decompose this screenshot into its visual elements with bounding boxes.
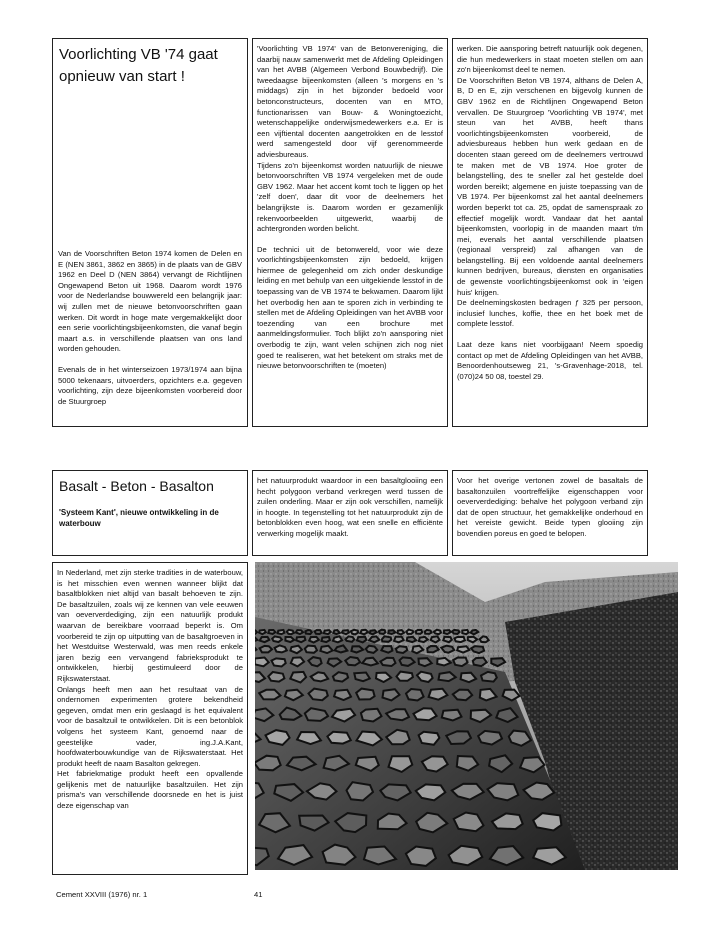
basalton-block: [419, 637, 428, 642]
basalton-block: [305, 708, 328, 721]
basalton-block: [398, 630, 405, 634]
column-paragraph: Voor het overige vertonen zowel de basaltals de basaltonzuilen voortreffelijke eigenschappen voor oeververdediging: behalve het polygoon verband zijn dat de open structuur, het gemakkelijke onderhoud en het vereiste gewicht. Beide typen glooiing zijn bovendien poreus en goed te belopen.: [457, 476, 643, 538]
basalton-block: [406, 689, 424, 701]
basalton-block: [354, 673, 370, 682]
article-title-line-1: Voorlichting VB '74 gaat: [59, 46, 218, 63]
basalton-block: [379, 630, 386, 634]
article-title-box: [52, 38, 248, 427]
basalton-block: [431, 636, 440, 642]
basalton-block: [333, 672, 348, 681]
intro-paragraph: Evenals de in het winterseizoen 1973/1974 aan bijna 5000 tekenaars, uitvoerders, opzichters e.a. gegeven voorlichting, zijn deze bijeenkomsten voorbereid door de Stuurgroep: [58, 364, 242, 406]
column-paragraph: het natuurprodukt waardoor in een basaltglooiing een hecht polygoon verband verkregen werd tussen de zuilen onderling. Maar er zijn ook verschillen, namelijk in hoogte. In tegenstelling tot het natuurprodukt zijn de betonblokken even hoog, wat een snelle en efficiënte verwerking mogelijk maakt.: [257, 476, 443, 538]
basalton-block: [309, 637, 319, 643]
basalton-block: [324, 630, 331, 634]
basalton-block: [406, 630, 413, 634]
basalt-title-box: [52, 470, 248, 556]
basalton-block: [442, 710, 462, 721]
basalton-block: [388, 630, 395, 634]
basalton-block: [285, 637, 294, 642]
basalton-block: [309, 689, 328, 701]
column-paragraph: werken. Die aansporing betreft natuurlijk ook degenen, die hun medewerkers in staat moeten stellen om aan zo'n bijeenkomst deel te nemen.: [457, 44, 643, 75]
basalton-block: [287, 630, 294, 634]
basalton-block: [481, 672, 497, 682]
column-paragraph: De Voorschriften Beton VB 1974, althans de Delen A, B, D en E, zijn verschenen en bijgevolg kunnen de GBV 1962 en de Richtlijnen Ongewapend Beton vervallen. De Stuurgroep 'Voorlichting VB 1974', met steun van het AVBB, heeft thans voorlichtingsbijeenkomsten voorbereid, de adviesbureaus hebben hun werk gedaan en de docenten staan gereed om de deelnemers vertrouwd te maken met de VB 1974. Hoe groter de belangstelling, des te sneller zal het gestelde doel worden bereikt; algemene en juiste toepassing van de VB 1974. Per bijeenkomst zal het aantal deelnemers worden beperkt tot ca. 25, opdat de samenspraak zo effectief mogelijk wordt. Vandaar dat het aantal bijeenkomsten, voorlopig in de maanden maart t/m mei, evenals het aantal verschillende plaatsen (regionaal verspreid) zal afhangen van de belangstelling. Bij een voldoende aantal deelnemers kunnen bedrijven, bureaus, diensten en organisaties de gewenste voorlichtingsbijeenkomst ook in 'eigen huis' krijgen.: [457, 75, 643, 297]
article-title: [59, 44, 218, 88]
basalton-block: [342, 630, 349, 634]
basalton-photo-graphic: [255, 562, 678, 870]
basalton-block: [305, 630, 311, 634]
basalton-block: [381, 646, 392, 653]
basalton-block: [471, 646, 484, 653]
basalton-block: [453, 658, 467, 667]
basalton-block: [441, 646, 454, 653]
article-title-line-2: opnieuw van start !: [59, 68, 185, 85]
basalt-subtitle: 'Systeem Kant', nieuwe ontwikkeling in de waterbouw: [59, 508, 219, 528]
basalton-block: [268, 672, 284, 682]
basalton-block: [333, 636, 342, 642]
basalton-block: [419, 732, 440, 745]
basalton-block: [444, 630, 451, 634]
basalton-block: [454, 637, 465, 642]
article-intro: [58, 249, 242, 407]
basalton-block: [360, 630, 368, 635]
intro-paragraph: Van de Voorschriften Beton 1974 komen de Delen en E (NEN 3861, 3862 en 3865) in de plaats van de GBV 1962 en Deel D (NEN 3864) vervangt de Richtlijnen Ongewapend Beton uit 1968. Daarom wordt 1976 voor de Nederlandse bouwwereld een belangrijk jaar: wij zullen met de nieuwe betonvoorschriften gaan werken. Dit wordt in hoge mate vergemakkelijkt door een serie voorlichtingsbijeenkomsten, die vanaf begin maart a.s. in verschillende plaatsen van ons land worden gehouden.: [58, 249, 242, 354]
page-number: 41: [254, 890, 263, 899]
basalton-block: [333, 630, 340, 634]
basalton-block: [346, 636, 355, 641]
basalton-block: [452, 630, 459, 634]
basalton-block: [260, 646, 272, 653]
column-paragraph: In Nederland, met zijn sterke tradities in de waterbouw, is het misschien even wennen wanneer blijkt dat basaltblokken niet altijd van basalt behoeven te zijn. De basaltzuilen, zoals wij ze kennen van vele eeuwen van oeververdediging, zijn een natuurlijk produkt waarvan de bereikbare voorraad beperkt is. Om voorbereid te zijn op uitputting van de basaltgroeven in het Westduitse Westerwald, was men reeds enkele jaren bezig een vervangend fabrieksprodukt te ontwikkelen, hierbij gestimuleerd door de Rijkswaterstaat.: [57, 568, 243, 683]
basalton-block: [296, 637, 305, 643]
basalton-block: [369, 636, 379, 642]
basalton-block: [434, 630, 441, 635]
column-paragraph: Onlangs heeft men aan het resultaat van de ondernomen experimenten grotere bekendheid gegeven, omdat men erin geslaagd is het equivalent voor de basaltzuil te ontwikkelen. Dit is een betonblok volgens het systeem Kant, genoemd naar de geestelijke vader, ing.J.A.Kant, hoofdwaterbouwkundige van de Rijkswaterstaat. Het produkt heeft de naam Basalton gekregen.: [57, 684, 243, 768]
column-paragraph: Laat deze kans niet voorbijgaan! Neem spoedig contact op met de Afdeling Opleidingen van het AVBB, Benoordenhoutseweg 21, 's-Gravenhage-2018, tel. (070)24 50 08, toestel 29.: [457, 340, 643, 381]
basalton-block: [457, 646, 469, 652]
article-column-2: [252, 38, 448, 427]
basalton-block: [462, 630, 468, 634]
basalton-block: [290, 646, 302, 654]
basalton-block: [468, 637, 478, 643]
basalton-block: [255, 658, 269, 667]
basalton-block: [396, 646, 407, 653]
basalton-block: [305, 646, 317, 653]
basalton-block: [443, 637, 452, 642]
basalton-block: [259, 690, 280, 700]
basalton-embankment-photo: [255, 562, 678, 870]
basalt-column-1: [52, 562, 248, 875]
column-paragraph: De deelnemingskosten bedragen ƒ 325 per persoon, inclusief lunches, koffie, thee en het boek met de complete lesstof.: [457, 298, 643, 329]
basalton-block: [416, 630, 422, 634]
basalton-block: [394, 637, 404, 643]
journal-reference: Cement XXVIII (1976) nr. 1: [56, 890, 148, 899]
basalton-block: [296, 630, 303, 634]
basalton-block: [427, 646, 439, 652]
column-paragraph: Tijdens zo'n bijeenkomst worden natuurlijk de nieuwe betonvoorschriften VB 1974 vergeleken met de oude GBV 1962. Maar het accent komt toch te liggen op het 'zelf doen', daar dit voor de deelnemers het belangrijkste is. Daarom worden er gezamenlijk rekenvoorbeelden uitgewerkt, waarbij de achtergronden worden belicht.: [257, 160, 443, 234]
basalton-block: [425, 630, 432, 634]
basalton-block: [255, 630, 257, 634]
basalton-block: [407, 637, 417, 642]
basalton-block: [259, 630, 266, 634]
column-paragraph: De technici uit de betonwereld, voor wie deze voorlichtingsbijeenkomsten zijn bedoeld, krijgen hiermee de gelegenheid om zich onder deskundige leiding en met behulp van een uitgekiende lesstof in de toepassing van de VB 1974 te bekwamen. Daarom lijkt het overbodig hen aan te sporen zich in verbinding te stellen met de Afdeling Opleidingen van het AVBB voor toezending van een brochure met aanmeldingsformulier. Toch blijkt zo'n aansporing niet overbodig te zijn, want velen schijnen zich nog niet goed te realiseren, wat het betekent om straks met de nieuwe betonvoorschriften te (moeten): [257, 244, 443, 371]
column-paragraph: 'Voorlichting VB 1974' van de Betonvereniging, die daarbij nauw samenwerkt met de Afdeling Opleidingen van het AVBB (Algemeen Verbond Bouwbedrijf). Die tweedaagse bijeenkomsten (alleen 's morgens en 's middags) zijn in het bijzonder bedoeld voor betonconstructeurs, docenten van en MTO, functionarissen van Bouw- & Woningtoezicht, wetenschappelijke onderwijsmedewerkers e.a. Er is een vijftiental docenten aangetrokken en de lesstof werd samengesteld door vijf gerenommeerde adviesbureaus.: [257, 44, 443, 159]
basalton-block: [345, 657, 360, 665]
basalton-block: [397, 672, 413, 681]
column-paragraph: Het fabriekmatige produkt heeft een opvallende gelijkenis met de natuurlijke basaltzuilen. Het zijn prisma's van verschillende doorsnede en het is juist deze eigenschap van: [57, 769, 243, 811]
article-column-3: [452, 38, 648, 427]
basalton-block: [260, 637, 270, 642]
basalton-block: [366, 646, 377, 653]
basalton-block: [473, 658, 487, 667]
basalton-block: [382, 636, 391, 642]
basalton-block: [272, 658, 286, 666]
basalt-column-2: [252, 470, 448, 556]
basalton-block: [356, 689, 374, 700]
basalton-block: [471, 630, 479, 635]
basalton-block: [315, 630, 322, 634]
basalton-block: [351, 630, 358, 635]
basalton-block: [453, 690, 472, 701]
basalton-block: [322, 637, 330, 642]
basalton-block: [278, 630, 285, 634]
basalton-block: [272, 636, 282, 642]
basalton-block: [268, 630, 275, 634]
basalton-block: [275, 645, 287, 652]
basalton-block: [327, 732, 350, 744]
basalt-title: Basalt - Beton - Basalton: [59, 478, 214, 494]
basalt-column-3: [452, 470, 648, 556]
basalton-block: [357, 637, 366, 643]
basalton-block: [370, 630, 377, 634]
basalton-block: [480, 636, 489, 642]
